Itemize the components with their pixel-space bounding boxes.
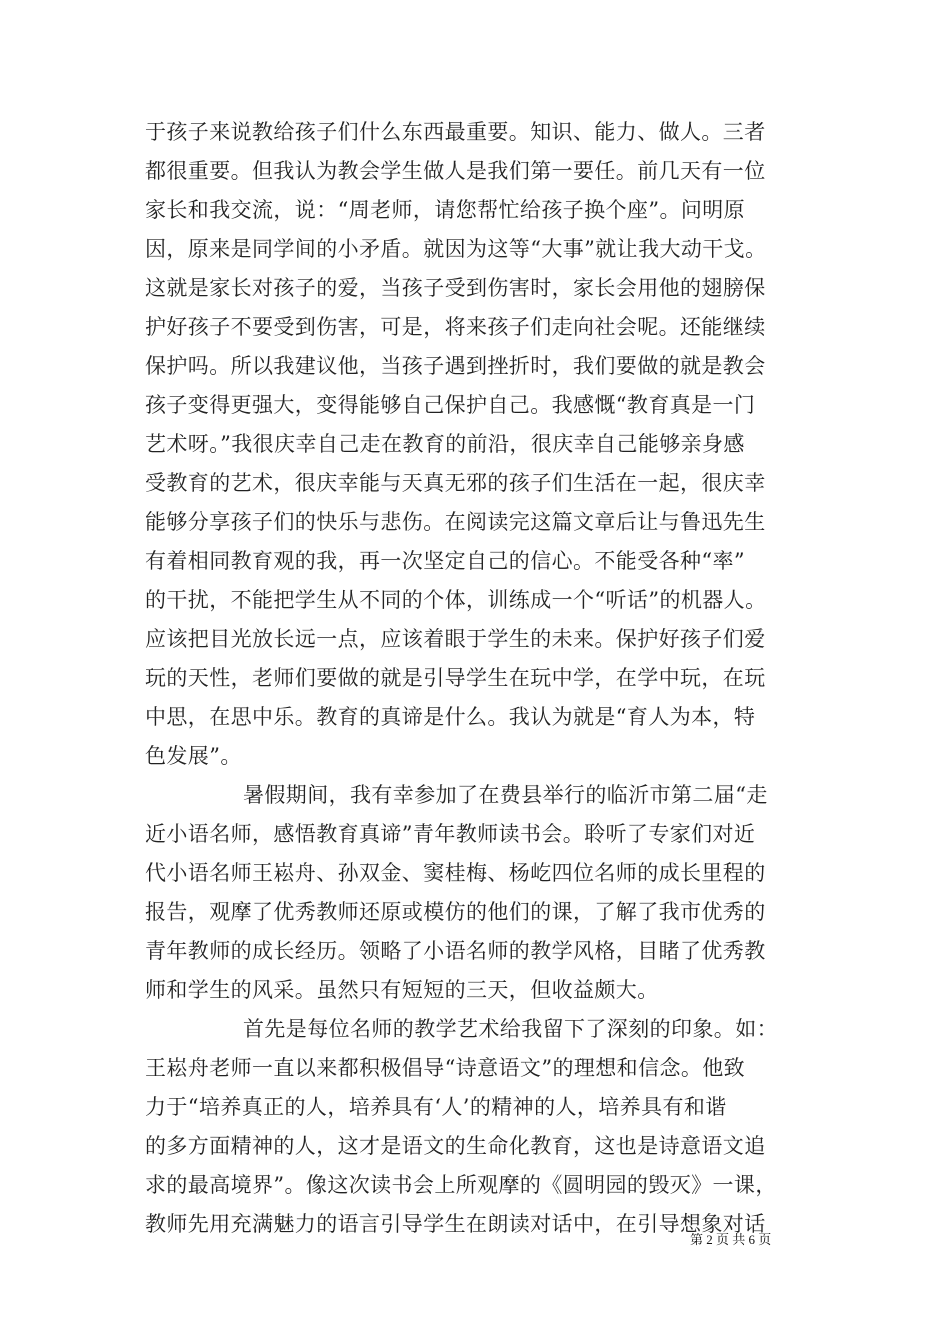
- text-line: 力于“培养真正的人，培养具有‘人’的精神的人，培养具有和谐: [145, 1095, 727, 1119]
- text-line: 因，原来是同学间的小矛盾。就因为这等“大事”就让我大动干戈。: [145, 237, 767, 261]
- text-line: 青年教师的成长经历。领略了小语名师的教学风格，目睹了优秀教: [145, 939, 766, 963]
- text-line: 能够分享孩子们的快乐与悲伤。在阅读完这篇文章后让与鲁迅先生: [145, 510, 766, 534]
- paragraph-first-line: 暑假期间，我有幸参加了在费县举行的临沂市第二届“走: [243, 783, 768, 807]
- text-line: 这就是家长对孩子的爱，当孩子受到伤害时，家长会用他的翅膀保: [145, 276, 766, 300]
- text-line: 王崧舟老师一直以来都积极倡导“诗意语文”的理想和信念。他致: [145, 1056, 746, 1080]
- text-line: 师和学生的风采。虽然只有短短的三天，但收益颇大。: [145, 978, 659, 1002]
- text-line: 家长和我交流，说：“周老师，请您帮忙给孩子换个座”。问明原: [145, 198, 746, 222]
- text-line: 玩的天性，老师们要做的就是引导学生在玩中学，在学中玩，在玩: [145, 666, 766, 690]
- text-line: 艺术呀。”我很庆幸自己走在教育的前沿，很庆幸自己能够亲身感: [145, 432, 745, 456]
- text-line: 中思，在思中乐。教育的真谛是什么。我认为就是“育人为本，特: [145, 705, 756, 729]
- paragraph-first-line: 首先是每位名师的教学艺术给我留下了深刻的印象。如：: [243, 1017, 778, 1041]
- text-line: 教师先用充满魅力的语言引导学生在朗读对话中，在引导想象对话: [145, 1212, 766, 1236]
- text-line: 应该把目光放长远一点，应该着眼于学生的未来。保护好孩子们爱: [145, 627, 766, 651]
- text-line: 求的最高境界”。像这次读书会上所观摩的《圆明园的毁灭》一课，: [145, 1173, 777, 1197]
- text-line: 代小语名师王崧舟、孙双金、窦桂梅、杨屹四位名师的成长里程的: [145, 861, 766, 885]
- text-line: 保护吗。所以我建议他，当孩子遇到挫折时，我们要做的就是教会: [145, 354, 766, 378]
- text-line: 有着相同教育观的我，再一次坚定自己的信心。不能受各种“率”: [145, 549, 746, 573]
- text-line: 色发展”。: [145, 744, 242, 768]
- page-number: 第 2 页 共 6 页: [690, 1232, 772, 1247]
- text-line: 孩子变得更强大，变得能够自己保护自己。我感慨“教育真是一门: [145, 393, 756, 417]
- text-line: 近小语名师，感悟教育真谛”青年教师读书会。聆听了专家们对近: [145, 822, 756, 846]
- text-line: 的多方面精神的人，这才是语文的生命化教育，这也是诗意语文追: [145, 1134, 766, 1158]
- text-line: 报告，观摩了优秀教师还原或模仿的他们的课，了解了我市优秀的: [145, 900, 766, 924]
- text-line: 受教育的艺术，很庆幸能与天真无邪的孩子们生活在一起，很庆幸: [145, 471, 766, 495]
- text-line: 的干扰，不能把学生从不同的个体，训练成一个“听话”的机器人。: [145, 588, 767, 612]
- text-line: 于孩子来说教给孩子们什么东西最重要。知识、能力、做人。三者: [145, 120, 766, 144]
- text-line: 都很重要。但我认为教会学生做人是我们第一要任。前几天有一位: [145, 159, 766, 183]
- text-line: 护好孩子不要受到伤害，可是，将来孩子们走向社会呢。还能继续: [145, 315, 766, 339]
